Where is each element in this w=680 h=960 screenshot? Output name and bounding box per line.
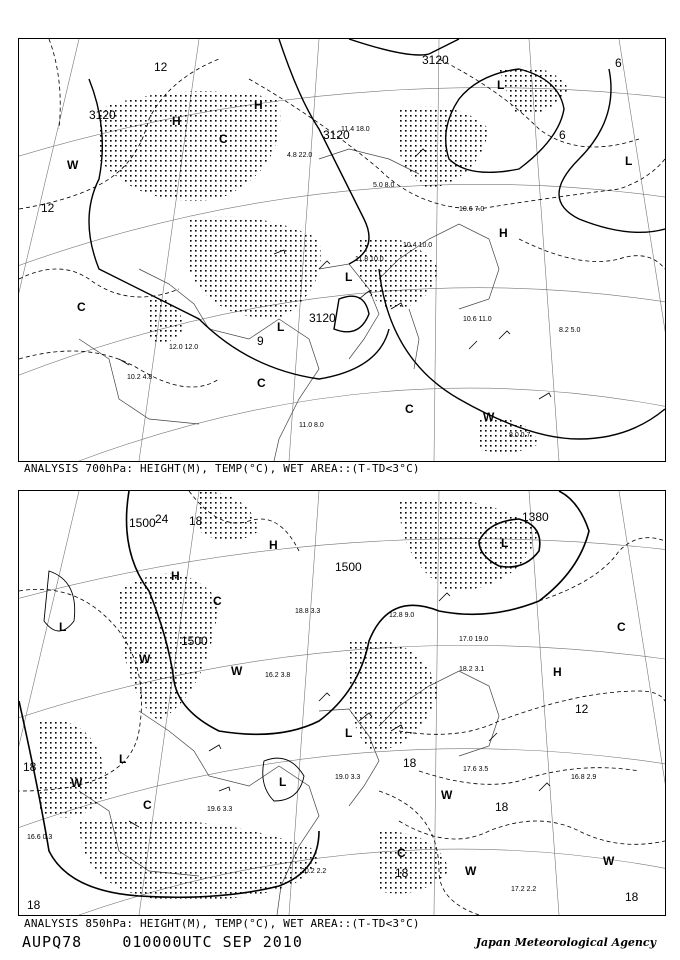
station-plot: 19.0 3.3	[335, 774, 361, 781]
station-plot: 8.0 0.7	[509, 432, 531, 439]
isotherm-label: 18	[625, 890, 639, 904]
station-plot: 8.2 5.0	[559, 327, 581, 334]
high-center-marker: H	[254, 98, 263, 112]
high-center-marker: H	[269, 538, 278, 552]
station-plot: 16.2 3.8	[265, 672, 291, 679]
low-center-marker: L	[345, 726, 353, 740]
low-center-marker: L	[501, 536, 509, 550]
high-center-marker: H	[171, 569, 180, 583]
cold-center-marker: C	[213, 594, 222, 608]
isotherm-label: 6	[615, 56, 622, 70]
isotherm-label: 12	[154, 60, 168, 74]
isotherm-label: 18	[403, 756, 417, 770]
warm-center-marker: W	[139, 652, 151, 666]
warm-center-marker: W	[71, 776, 83, 790]
cold-center-marker: C	[219, 132, 228, 146]
product-code: AUPQ78	[22, 933, 83, 951]
agency-credit: Japan Meteorological Agency	[475, 936, 656, 949]
contour-label-1500: 1500	[129, 516, 156, 530]
map-panel-700hpa	[18, 38, 666, 462]
panel-caption-700hpa: ANALYSIS 700hPa: HEIGHT(M), TEMP(°C), WET AREA::(T-TD<3°C)	[24, 462, 420, 475]
contour-label-3120: 3120	[89, 108, 116, 122]
warm-center-marker: W	[465, 864, 477, 878]
station-plot: 5.0 8.0	[373, 182, 395, 189]
station-plot: 16.8 2.9	[571, 774, 597, 781]
isotherm-label: 6	[559, 128, 566, 142]
low-center-marker: L	[625, 154, 633, 168]
station-plot: 17.6 3.5	[463, 766, 489, 773]
map-850hpa	[19, 491, 665, 915]
station-plot: 12.8 9.0	[389, 612, 415, 619]
warm-center-marker: W	[603, 854, 615, 868]
valid-time: 010000UTC SEP 2010	[122, 933, 303, 951]
station-plot: 19.6 3.3	[207, 806, 233, 813]
station-plot: 11.0 8.0	[299, 422, 324, 429]
panel-caption-850hpa: ANALYSIS 850hPa: HEIGHT(M), TEMP(°C), WET AREA::(T-TD<3°C)	[24, 917, 420, 930]
isotherm-label: 9	[257, 334, 264, 348]
graticule	[19, 39, 665, 461]
wet-areas	[39, 491, 539, 901]
station-plot: 10.4 10.0	[403, 242, 433, 249]
station-plot: 20.2 2.2	[301, 868, 327, 875]
map-panel-850hpa	[18, 490, 666, 916]
station-plot: 18.2 3.1	[459, 666, 485, 673]
isotherm-label: 12	[575, 702, 589, 716]
cold-center-marker: C	[143, 798, 152, 812]
cold-center-marker: C	[397, 846, 406, 860]
isotherm-label: 12	[41, 201, 55, 215]
low-center-marker: L	[119, 752, 127, 766]
warm-center-marker: W	[483, 410, 495, 424]
low-center-marker: L	[345, 270, 353, 284]
contour-label-3120: 3120	[422, 53, 449, 67]
station-plot: 11.8 10.0	[355, 256, 384, 263]
station-plot: 17.2 2.2	[511, 886, 537, 893]
warm-center-marker: W	[67, 158, 79, 172]
high-center-marker: H	[499, 226, 508, 240]
station-plot: 10.6 11.0	[463, 316, 492, 323]
cold-center-marker: C	[257, 376, 266, 390]
low-center-marker: L	[59, 620, 67, 634]
station-plot: 10.2 4.8	[127, 374, 153, 381]
station-plot: 10.6 7.0	[459, 206, 485, 213]
warm-center-marker: W	[441, 788, 453, 802]
low-center-marker: L	[277, 320, 285, 334]
low-center-marker: L	[497, 78, 505, 92]
map-700hpa	[19, 39, 665, 461]
isotherm-label: 24	[155, 512, 169, 526]
warm-center-marker: W	[231, 664, 243, 678]
contour-label-3120: 3120	[323, 128, 350, 142]
station-plot: 17.0 19.0	[459, 636, 489, 643]
cold-center-marker: C	[405, 402, 414, 416]
isotherm-label: 18	[495, 800, 509, 814]
chart-identifier	[22, 933, 303, 951]
contour-label-1500: 1500	[335, 560, 362, 574]
high-center-marker: H	[553, 665, 562, 679]
wet-areas	[99, 67, 569, 454]
cold-center-marker: C	[617, 620, 626, 634]
high-center-marker: H	[172, 114, 181, 128]
isotherm-label: 18	[395, 866, 409, 880]
contour-label-1500: 1500	[181, 634, 208, 648]
contour-label-3120: 3120	[309, 311, 336, 325]
isotherm-label: 18	[23, 760, 37, 774]
station-plot: 11.4 18.0	[341, 126, 370, 133]
station-plot: 18.8 3.3	[295, 608, 321, 615]
contour-label-1380: 1380	[522, 510, 549, 524]
isotherm-label: 18	[189, 514, 203, 528]
station-plot: 12.0 12.0	[169, 344, 199, 351]
isotherm-label: 18	[27, 898, 41, 912]
cold-center-marker: C	[77, 300, 86, 314]
station-plot: 16.6 0.3	[27, 834, 53, 841]
isotherms	[19, 39, 665, 387]
low-center-marker: L	[279, 775, 287, 789]
station-plot: 4.8 22.0	[287, 152, 313, 159]
